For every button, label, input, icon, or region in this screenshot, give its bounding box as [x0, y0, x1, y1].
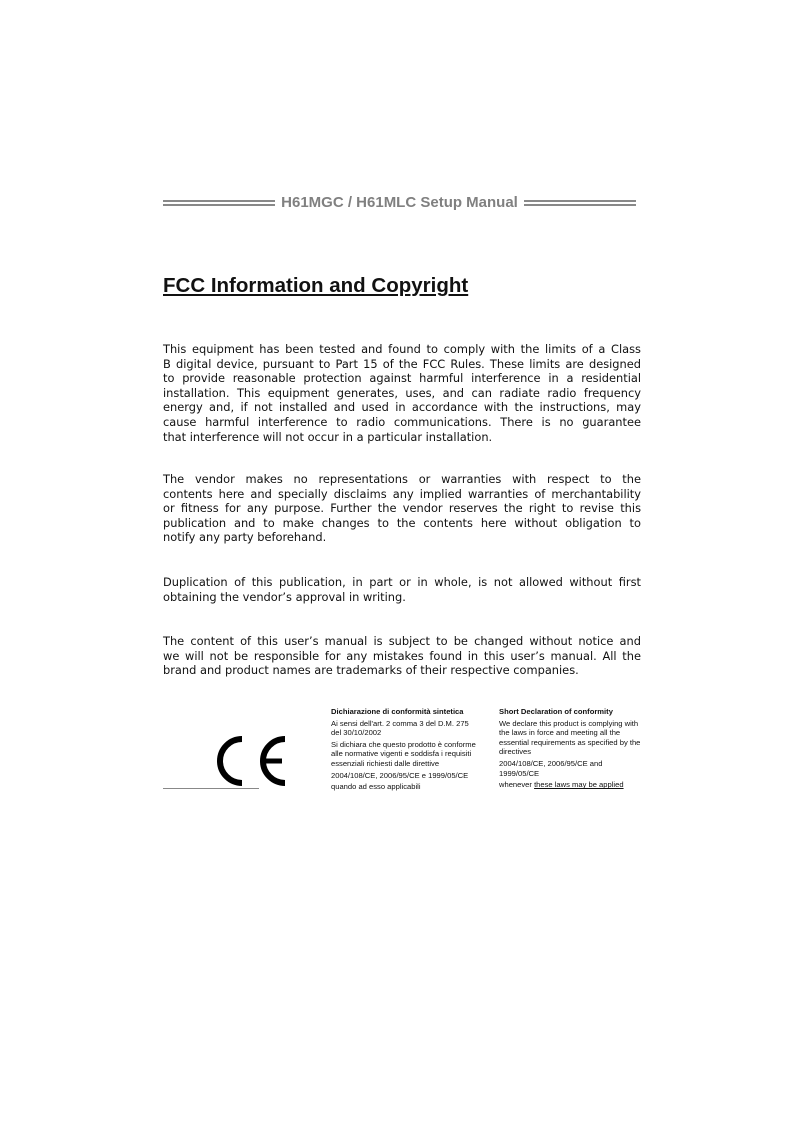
paragraph-line: The vendor makes no representations or warranties with respect to the — [163, 472, 641, 486]
paragraph-line: brand and product names are trademarks of their respective companies. — [163, 663, 579, 678]
header-rule-right — [524, 200, 636, 206]
italian-declaration-directives: 2004/108/CE, 2006/95/CE e 1999/05/CE — [331, 770, 469, 780]
ce-divider — [163, 788, 259, 789]
paragraph-line: to provide reasonable protection against harmful interference in a residential — [163, 371, 641, 386]
paragraph-line: we will not be responsible for any mistakes found in this user’s manual. All the — [163, 648, 641, 663]
paragraph-line: that interference will not occur in a particular installation. — [163, 429, 493, 444]
english-declaration-closing — [499, 780, 644, 790]
italian-declaration — [331, 707, 481, 794]
english-declaration-body: We declare this product is complying with the laws in force and meeting all the essential requirements as specified by the directives — [499, 718, 641, 757]
english-declaration-heading: Short Declaration of conformity — [499, 707, 613, 716]
header-rule-left — [163, 200, 275, 206]
english-declaration-directives: 2004/108/CE, 2006/95/CE and 1999/05/CE — [499, 758, 603, 778]
warranty-paragraph — [163, 472, 641, 545]
paragraph-line: Duplication of this publication, in part or in whole, is not allowed without first — [163, 575, 641, 589]
fcc-paragraph — [163, 342, 641, 444]
italian-declaration-ref: Ai sensi dell'art. 2 comma 3 del D.M. 275 del 30/10/2002 — [331, 718, 469, 738]
italian-declaration-body: Si dichiara che questo prodotto è conforme alle normative vigenti e soddisfa i requisiti essenziali richiesti dalle direttive — [331, 739, 476, 768]
paragraph-line: energy and, if not installed and used in accordance with the instructions, may — [163, 400, 641, 415]
duplication-paragraph — [163, 575, 641, 604]
paragraph-line: publication and to make changes to the contents here without obligation to — [163, 515, 641, 530]
ce-mark-logo — [208, 733, 290, 789]
paragraph-line: cause harmful interference to radio communications. There is no guarantee — [163, 414, 641, 429]
italian-declaration-closing: quando ad esso applicabili — [331, 782, 421, 792]
paragraph-line: This equipment has been tested and found to comply with the limits of a Class — [163, 342, 641, 356]
paragraph-line: The content of this user’s manual is subject to be changed without notice and — [163, 634, 641, 648]
paragraph-line: B digital device, pursuant to Part 15 of the FCC Rules. These limits are designed — [163, 356, 641, 371]
paragraph-line: or fitness for any purpose. Further the vendor reserves the right to revise this — [163, 501, 641, 516]
paragraph-line: installation. This equipment generates, uses, and can radiate radio frequency — [163, 385, 641, 400]
closing-prefix: whenever — [499, 780, 532, 790]
content-paragraph — [163, 634, 641, 678]
italian-declaration-heading: Dichiarazione di conformità sintetica — [331, 707, 464, 716]
english-declaration — [499, 707, 644, 792]
running-header — [163, 194, 636, 211]
header-title: H61MGC / H61MLC Setup Manual — [281, 194, 518, 211]
paragraph-line: obtaining the vendor’s approval in writing. — [163, 589, 406, 604]
closing-underlined: these laws may be applied — [534, 780, 624, 790]
paragraph-line: notify any party beforehand. — [163, 530, 327, 545]
page-title: FCC Information and Copyright — [163, 274, 469, 297]
paragraph-line: contents here and specially disclaims any implied warranties of merchantability — [163, 486, 641, 501]
